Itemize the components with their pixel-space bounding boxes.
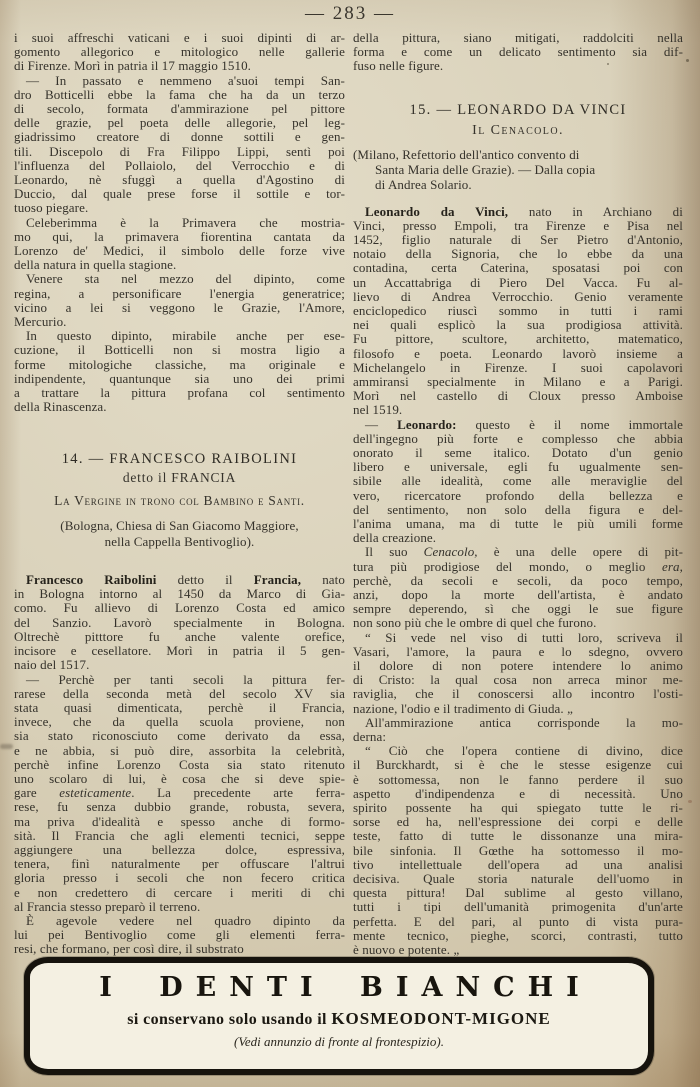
ink-speck xyxy=(686,59,689,62)
ink-speck xyxy=(0,744,13,749)
paragraph: i suoi affreschi vaticani e i suoi dipinti di ar- gomento allegorico e mitologico nelle gallerie di Firenze. Morì in patria il 17 maggio 1510. xyxy=(14,30,345,74)
artwork-title: La Vergine in trono col Bambino e Santi. xyxy=(54,493,305,509)
left-column xyxy=(14,31,345,957)
brand-name: KOSMEODONT-MIGONE xyxy=(331,1009,551,1028)
paragraph: Francesco Raibolini detto il Francia, nato in Bologna intorno al 1450 da Marco di Gia- como. Fu allievo di Lorenzo Costa ed amico del Sanzio. Lavorò specialmente in Bologna. Oltrechè pitttore fu anche valente orefice, incisore e cesellatore. Morì in patria il 5 gen- naio del 1517. xyxy=(14,572,345,673)
paragraph: In questo dipinto, mirabile anche per ese- cuzione, il Botticelli non si mostra ligio a forme mitologiche classiche, ma originale e indipendente, quantunque sia uno dei primi a trattare la pittura profana col sentimento della Rinascenza. xyxy=(14,328,345,415)
paragraph: Celeberimma è la Primavera che mostria- mo qui, la primavera fiorentina cantata da Lorenzo de' Medici, il simbolo delle forze vive della natura in quella stagione. xyxy=(14,214,345,273)
page-number: — 283 — xyxy=(305,3,395,24)
paragraph: Il suo Cenacolo, è una delle opere di pit- tura più prodigiose del mondo, o meglio era, perchè, da secoli e secoli, da poco tempo, anzi, dopo la morte dell'artista, è andato sempre deperendo, sì che oggi le sue figure non sono più che le ombre di quel che furono. xyxy=(353,544,683,631)
location-line: (Bologna, Chiesa di San Giacomo Maggiore, xyxy=(60,518,299,534)
paragraph: È agevole vedere nel quadro dipinto da lui pei Bentivoglio come gli elementi ferra- resi, che formano, per così dire, il substrato xyxy=(14,912,345,957)
paragraph: “ Ciò che l'opera contiene di divino, dice il Burckhardt, si è che le stesse esigenze cui è sottomessa, non le fanno perdere il suo aspetto d'indipendenza e di necessità. Uno spirito possente ha qui spiegato tutte le ri- sorse ed ha, nell'espressione dei corpi e delle teste, fatto di tutte le dissonanze una mira- bile sinfonia. Il Gœthe ha sottomesso il mo- tivo intellettuale dell'opera ad una analisi decisiva. Quale storia naturale dell'uomo in questa pittura! Dal sublime al gesto villano, tutti i tipi dell'umanità primogenita d'un'arte perfetta. E del pari, al punto di vista pura- mente tecnico, pieghe, scorci, contrasti, tutto è nuovo e potente. „ xyxy=(353,743,683,958)
artwork-location xyxy=(353,147,683,193)
paragraph: “ Si vede nel viso di tutti loro, scriveva il Vasari, l'amore, la paura e lo sdegno, ovvero il dolore di non potere intendere lo animo di Cristo: la qual cosa non arreca minor me- raviglia, che il conoscersi allo incontro l'osti- nazione, l'odio e il tradimento di Giuda. „ xyxy=(353,629,683,716)
advertisement-note: (Vedi annunzio di fronte al frontespizio). xyxy=(234,1034,444,1049)
slogan-text: si conservano solo usando il xyxy=(127,1011,332,1028)
location-line: nella Cappella Bentivoglio). xyxy=(104,533,255,549)
location-line: di Andrea Solario. xyxy=(375,177,472,193)
advertisement-box xyxy=(24,957,654,1075)
paragraph: — In passato e nemmeno a'suoi tempi San- dro Botticelli ebbe la fama che ha da un terzo di secolo, formata d'ammirazione pel pittore delle grazie, pel poeta delle allegorie, pel leg- giadrissimo creatore di donne sottili e gen- tili. Discepolo di Fra Filippo Lippi, sentì poi l'influenza del Pollaiolo, del Verrocchio e di Leonardo, nè sfuggì a quella d'Agostino di Duccio, dal quale prese forse il sottile e tor- tuoso piegare. xyxy=(14,72,345,216)
advertisement-title: I DENTI BIANCHI xyxy=(99,972,592,1003)
artwork-title: Il Cenacolo. xyxy=(472,122,564,138)
paragraph: — Leonardo: questo è il nome immortale dell'ingegno più forte e complesso che abbia onorato il seme italico. Dotato d'un genio libero e universale, egli fu ugualmente sen- sibile alle idealità, come alle meraviglie del vero, ricercatore profondo della bellezza e del sentimento, non solo della figura e del- l'anima umana, ma di tutte le più umili forme della creazione. xyxy=(353,416,683,546)
paragraph: della pittura, siano mitigati, raddolciti nella forma e come un delicato sentimento sia dif- fuso nelle figure. xyxy=(353,30,683,74)
paragraph: — Perchè per tanti secoli la pittura fer- rarese della seconda metà del secolo XV sia stata quasi dimenticata, perchè il Francia, invece, che da quella scuola proviene, non sia stato riconosciuto come derivato da essa, e ne abbia, si può dire, assorbita la celebrità, perchè infine Lorenzo Costa sia stato ritenuto uno scolaro di lui, è cosa che si deve spie- gare esteticamente. La precedente arte ferra- rese, fu senza dubbio grande, robusta, severa, ma priva d'idealità e spesso anche di formo- sità. Il Francia che agli elementi tecnici, seppe aggiungere una bellezza dolce, espressiva, tenera, finì naturalmente per offuscare l'altrui gloria presso i secoli che non fecero critica e non credettero di cercare i meriti di chi al Francia stesso preparò il terreno. xyxy=(14,671,345,914)
artwork-location xyxy=(14,518,345,549)
section-number-title: 14. — FRANCESCO RAIBOLINI xyxy=(61,451,298,468)
ink-speck xyxy=(688,800,692,803)
paragraph: Venere sta nel mezzo del dipinto, come regina, a personificare l'energia generatrice; vicino a lei si veggono le Grazie, l'Amore, Mercurio. xyxy=(14,271,345,330)
right-column xyxy=(353,31,683,957)
section-heading-leonardo xyxy=(353,101,683,119)
section-number-title: 15. — LEONARDO DA VINCI xyxy=(409,101,627,118)
location-line: (Milano, Refettorio dell'antico convento di xyxy=(353,146,580,162)
paragraph: Leonardo da Vinci, nato in Archiano di Vinci, presso Empoli, tra Firenze e Pisa nel 1452, figlio naturale di Ser Pietro d'Antonio, notaio della Signoria, che lo ebbe da una contadina, certa Caterina, sposatasi poi con un Accattabriga di Piero Del Vacca. Fu al- lievo di Andrea Verrocchio. Genio veramente enciclopedico riuscì sommo in tutti i rami nei quali esplicò la sua prodigiosa attività. Fu pittore, scultore, architetto, matematico, filosofo e poeta. Leonardo lavorò insieme a Michelangelo in Firenze. I suoi capolavori ammiransi specialmente in Milano e a Parigi. Morì nel castello di Cloux presso Amboise nel 1519. xyxy=(353,203,683,418)
location-line: Santa Maria delle Grazie). — Dalla copia xyxy=(375,161,596,177)
paragraph: All'ammirazione antica corrisponde la mo- derna: xyxy=(353,714,683,745)
advertisement-slogan xyxy=(30,1009,648,1029)
section-heading-francia xyxy=(14,450,345,486)
section-subtitle: detto il FRANCIA xyxy=(122,470,237,486)
ink-speck xyxy=(607,63,609,65)
